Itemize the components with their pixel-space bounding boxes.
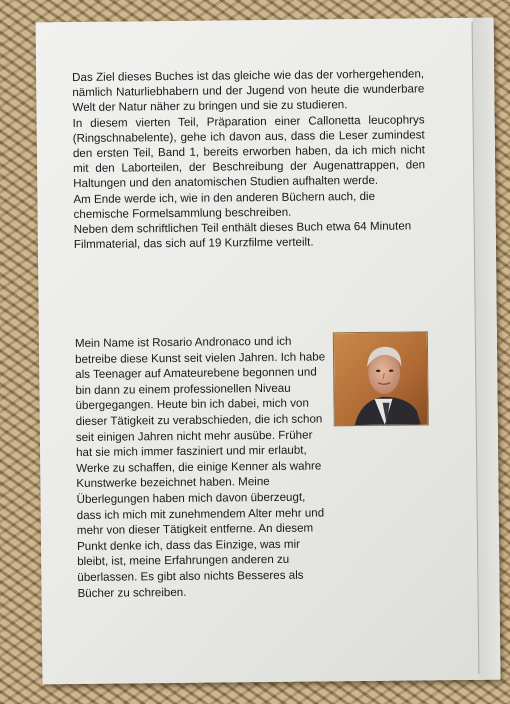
book-back-cover — [36, 18, 501, 685]
intro-text-block — [72, 66, 426, 252]
intro-paragraph-3: Am Ende werde ich, wie in den anderen Büchern auch, die chemische Formelsammlung beschreiben. — [73, 189, 376, 221]
intro-paragraph-1: Das Ziel dieses Buches ist das gleiche wie das der vorhergehenden, nämlich Naturliebhabern und der Jugend von heute die wunderbare Welt der Natur näher zu bringen und sie zu studieren. — [72, 67, 425, 115]
author-bio: Mein Name ist Rosario Andronaco und ich betreibe diese Kunst seit vielen Jahren. Ich habe als Teenager auf Amateurebene begonnen und bin dann zu einem professionellen Niveau übergegangen. Heute bin ich dabei, mich von dieser Tätigkeit zu verabschieden, die ich schon seit einigen Jahren nicht mehr ausübe. Früher hat sie mich immer fasziniert und mir erlaubt, Werke zu schaffen, die einige Kenner als wahre Kunstwerke bezeichnet haben. Meine Überlegungen haben mich davon überzeugt, dass ich mich mit zunehmendem Alter mehr und mehr von dieser Tätigkeit entferne. An diesem Punkt denke ich, dass das Einzige, was mir bleibt, ist, meine Erfahrungen anderen zu überlassen. Es gibt also nichts Besseres als Bücher zu schreiben. — [74, 334, 326, 600]
intro-paragraph-4: Neben dem schriftlichen Teil enthält dieses Buch etwa 64 Minuten Filmmaterial, das sich auf 19 Kurzfilme verteilt. — [73, 219, 412, 252]
author-portrait-image — [334, 332, 428, 425]
author-portrait — [333, 331, 429, 426]
intro-paragraph-2: In diesem vierten Teil, Präparation einer Callonetta leucophrys (Ringschnabelente), gehe ich davon aus, dass die Leser zumindest den ersten Teil, Band 1, bereits erworben haben, da ich mich nicht mit den Laborteilen, der Beschreibung der Augenattrappen, den Haltungen und den anatomischen Studien aufhalten werde. — [72, 112, 426, 191]
